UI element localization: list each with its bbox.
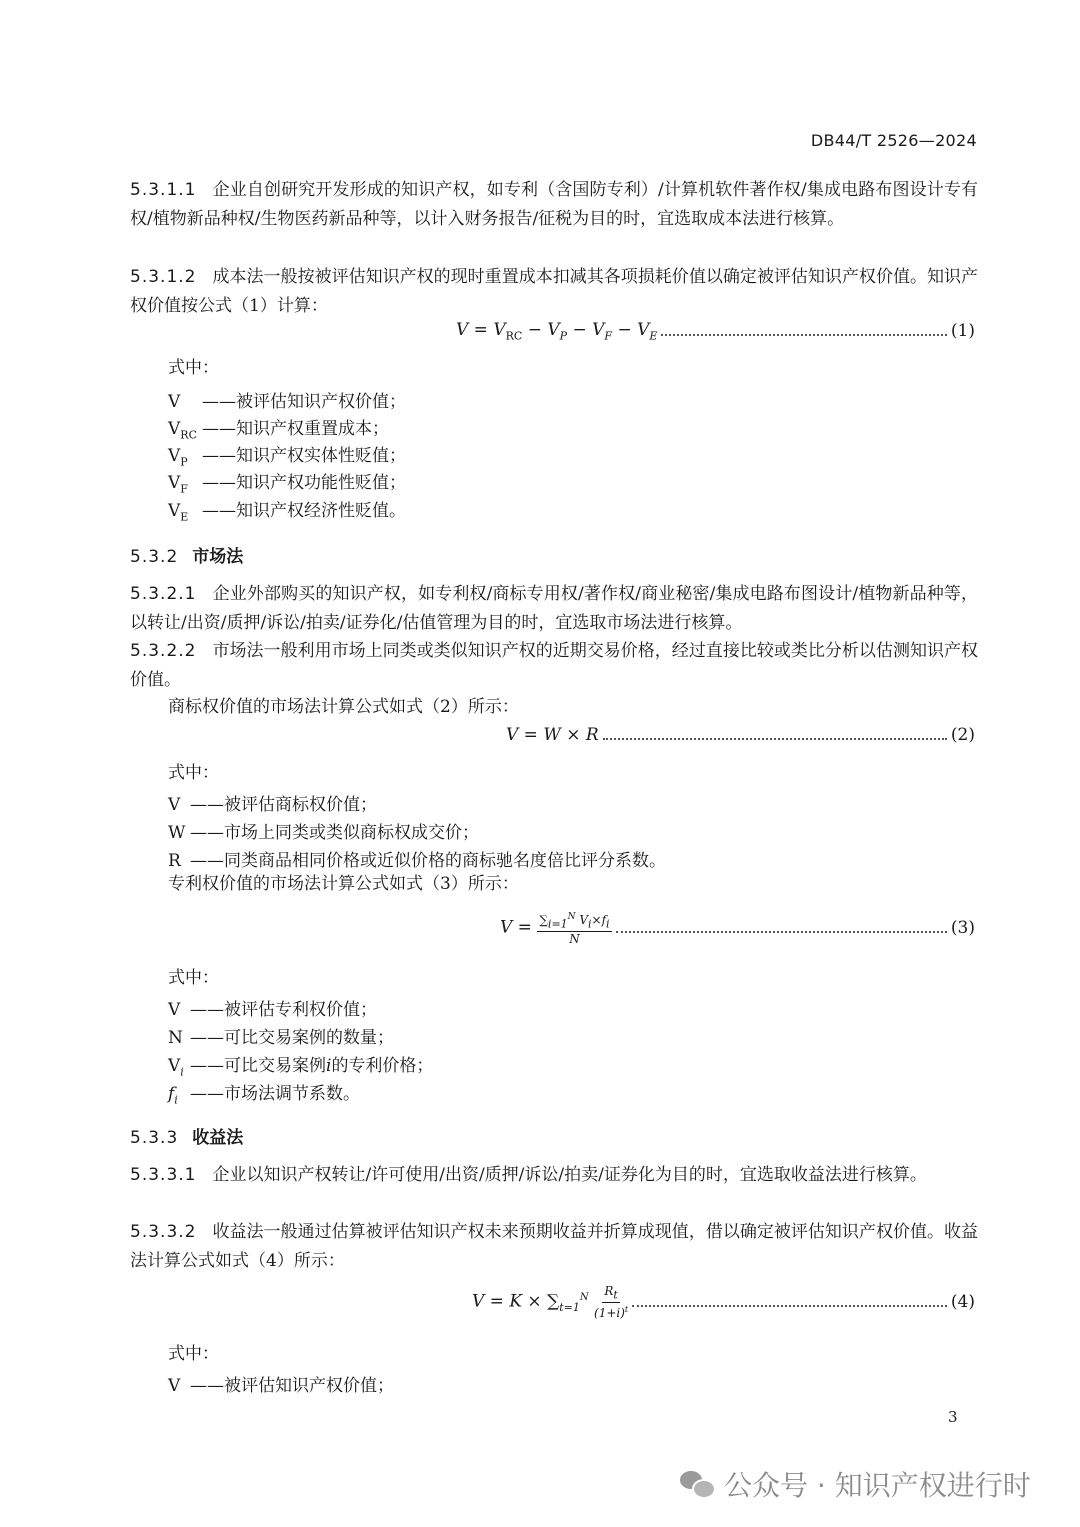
variable-symbol: $V_P$ [168,446,188,469]
patent-intro: 专利权价值的市场法计算公式如式（3）所示： [168,874,519,894]
variable-symbol: R [168,851,181,871]
watermark-text: 公众号 · 知识产权进行时 [724,1469,1031,1502]
clause-5-3-2-2 [130,637,978,695]
clause-text: 企业以知识产权转让/许可使用/出资/质押/诉讼/拍卖/证券化为目的时，宜选取收益法进行核算。 [212,1165,927,1185]
section-title: 市场法 [192,547,244,567]
formula-2 [420,720,975,750]
variable-description: ——知识产权实体性贬值； [202,446,406,466]
variable-row [168,387,406,412]
variable-description: ——同类商品相同价格或近似价格的商标驰名度倍比评分系数。 [190,851,666,871]
section-title: 收益法 [192,1128,244,1148]
equation-number: (3) [950,918,975,938]
where-label: 式中： [168,1344,219,1364]
clause-text: 收益法一般通过估算被评估知识产权未来预期收益并折算成现值，借以确定被评估知识产权价值。收益法计算公式如式（4）所示： [130,1222,978,1271]
variable-symbol: $f_i$ [168,1084,178,1107]
formula-expression: $V = K \times \sum_{t=1}^N$ $\frac{R_t}{(1+i)^t}$ [472,1283,629,1321]
variable-row [168,441,406,468]
variable-symbol: $V_F$ [168,473,188,496]
variable-description: ——知识产权经济性贬值。 [202,501,406,521]
variable-description: ——可比交易案例的数量； [190,1028,394,1048]
variable-symbol: $V_{RC}$ [168,419,197,442]
clause-text: 企业外部购买的知识产权，如专利权/商标专用权/著作权/商业秘密/集成电路布图设计/植物新品种等，以转让/出资/质押/诉讼/拍卖/证券化/估值管理为目的时，宜选取市场法进行核算。 [130,584,978,633]
where-label: 式中： [168,968,219,988]
variable-symbol: $V_E$ [168,501,189,524]
variable-row [168,995,377,1020]
variable-symbol: W [168,823,186,843]
variable-symbol: $V_i$ [168,1056,184,1079]
leader-dots [632,1305,947,1307]
variable-description: ——市场法调节系数。 [190,1084,360,1104]
where-label: 式中： [168,763,219,783]
formula-1 [420,316,975,346]
variable-row [168,1371,394,1396]
wechat-icon [680,1469,714,1499]
variable-row [168,846,666,871]
variable-description: ——被评估专利权价值； [190,1000,377,1020]
clause-text: 市场法一般利用市场上同类或类似知识产权的近期交易价格，经过直接比较或类比分析以估测知识产权价值。 [130,641,978,690]
variable-description: ——可比交易案例 [190,1056,326,1076]
leader-dots [603,738,947,740]
section-number: 5.3.3 [130,1128,179,1148]
variable-symbol: V [168,1000,181,1020]
section-heading-5-3-2 [130,542,243,567]
variable-description: ——被评估知识产权价值； [202,392,406,412]
clause-5-3-1-2 [130,263,978,321]
equation-number: (4) [950,1292,975,1312]
clause-number: 5.3.3.1 [130,1165,197,1185]
trademark-intro: 商标权价值的市场法计算公式如式（2）所示： [168,697,519,717]
section-heading-5-3-3 [130,1123,243,1148]
variable-row [168,414,389,441]
variable-description: ——市场上同类或类似商标权成交价； [190,823,479,843]
variable-row [168,496,406,523]
variable-symbol: V [168,392,181,412]
variable-row [168,468,406,495]
clause-text: 成本法一般按被评估知识产权的现时重置成本扣减其各项损耗价值以确定被评估知识产权价值。知识产权价值按公式（1）计算： [130,267,978,316]
clause-number: 5.3.1.1 [130,180,197,200]
variable-symbol: N [168,1028,183,1048]
variable-description: ——被评估商标权价值； [190,795,377,815]
variable-row [168,1051,433,1078]
clause-5-3-3-1 [130,1161,978,1190]
where-label: 式中： [168,358,219,378]
formula-expression: $V = V_{RC} - V_P - V_F - V_E$ [456,319,658,343]
equation-number: (2) [950,725,975,745]
document-id: DB44/T 2526—2024 [810,131,977,150]
variable-row [168,790,377,815]
formula-4 [420,1284,975,1320]
page-number: 3 [948,1408,958,1426]
variable-row [168,818,479,843]
clause-5-3-2-1 [130,580,978,638]
section-number: 5.3.2 [130,547,179,567]
variable-description-tail: 的专利价格； [331,1056,434,1076]
clause-number: 5.3.2.2 [130,641,197,661]
formula-3 [420,910,975,946]
clause-number: 5.3.1.2 [130,267,197,287]
clause-number: 5.3.2.1 [130,584,197,604]
clause-5-3-3-2 [130,1218,978,1276]
clause-5-3-1-1 [130,176,978,234]
variable-row [168,1023,394,1048]
variable-description: ——知识产权重置成本； [202,419,389,439]
equation-number: (1) [950,321,975,341]
formula-expression: V = $\frac{\sum_{i=1}^N V_i\times f_i}{N}$ [500,911,610,947]
variable-symbol: V [168,795,181,815]
variable-symbol: V [168,1376,181,1396]
variable-row [168,1079,360,1106]
leader-dots [661,334,946,336]
variable-description: ——知识产权功能性贬值； [202,473,406,493]
clause-text: 企业自创研究开发形成的知识产权，如专利（含国防专利）/计算机软件著作权/集成电路布图设计专有权/植物新品种权/生物医药新品种等，以计入财务报告/征税为目的时，宜选取成本法进行核算。 [130,180,978,229]
variable-description: ——被评估知识产权价值； [190,1376,394,1396]
clause-number: 5.3.3.2 [130,1222,197,1242]
watermark [680,1464,1031,1504]
leader-dots [616,931,947,933]
formula-expression: V = W × R [506,725,599,745]
variable-index: i [326,1056,332,1076]
